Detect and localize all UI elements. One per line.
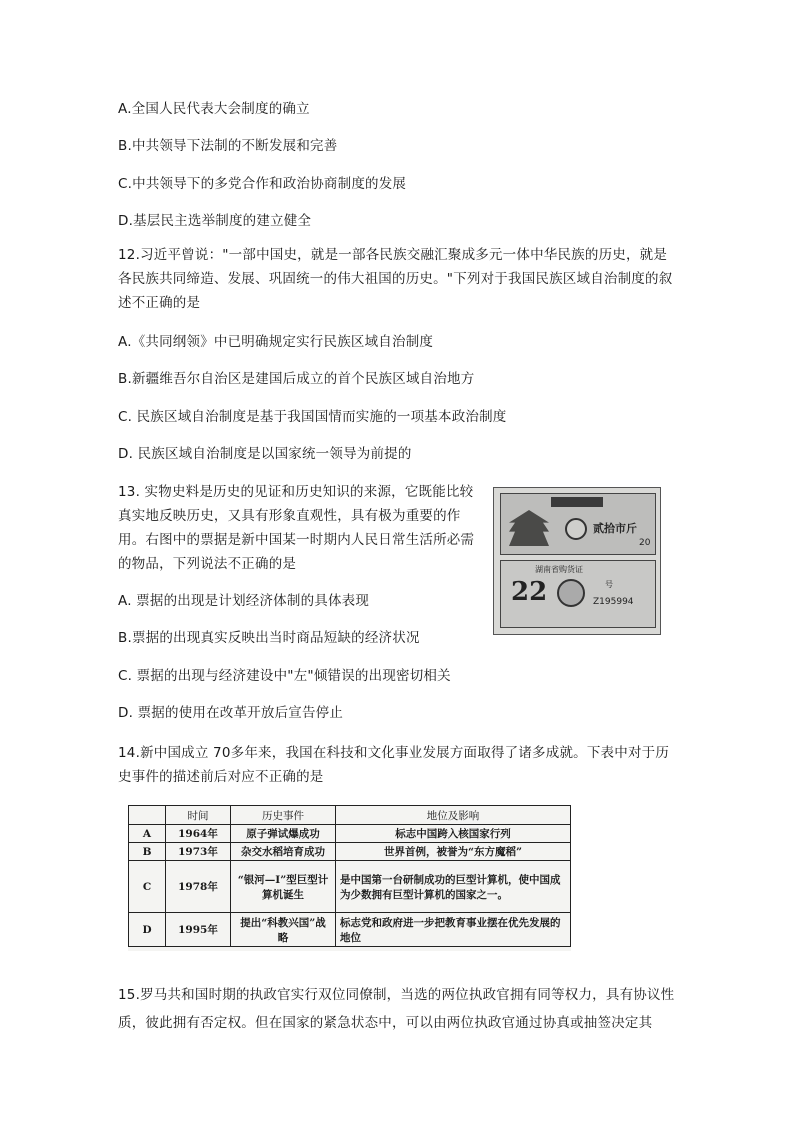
- table-row: [129, 861, 571, 913]
- row-label: D: [129, 913, 166, 947]
- history-events-table: [128, 805, 571, 951]
- q13-stem: 13. 实物史料是历史的见证和历史知识的来源，它既能比较真实地反映历史，又具有形象直观性，具有极为重要的作用。右图中的票据是新中国某一时期内人民日常生活所必需的物品，下列说法不正确的是: [118, 484, 475, 572]
- pagoda-emblem: [509, 510, 549, 546]
- q12-option-a: A.《共同纲领》中已明确规定实行民族区域自治制度: [118, 334, 434, 350]
- table-row: [129, 825, 571, 843]
- q11-option-d: D.基层民主选举制度的建立健全: [118, 213, 312, 229]
- row-impact: 标志中国跨入核国家行列: [336, 825, 571, 843]
- table-header-cell: 地位及影响: [336, 806, 571, 825]
- row-event: 杂交水稻培育成功: [231, 843, 336, 861]
- row-impact: 标志党和政府进一步把教育事业摆在优先发展的地位: [336, 913, 571, 947]
- certificate-header: 湖南省购货证: [535, 565, 583, 574]
- q13-option-c: C. 票据的出现与经济建设中"左"倾错误的出现密切相关: [118, 668, 451, 684]
- table-header-cell: 历史事件: [231, 806, 336, 825]
- ticket-amount-text: 贰拾市斤: [593, 522, 637, 535]
- ticket-seal: [565, 518, 587, 540]
- certificate-number: 22: [511, 577, 548, 607]
- q13-option-d: D. 票据的使用在改革开放后宣告停止: [118, 705, 344, 721]
- ticket-amount-number: 20: [639, 538, 651, 548]
- q13-option-b: B.票据的出现真实反映出当时商品短缺的经济状况: [118, 630, 420, 646]
- certificate-unit: 号: [605, 580, 613, 589]
- row-label: C: [129, 861, 166, 913]
- q12-stem: 12.习近平曾说："一部中国史，就是一部各民族交融汇聚成多元一体中华民族的历史，就是各民族共同缔造、发展、巩固统一的伟大祖国的历史。"下列对于我国民族区域自治制度的叙述不正确的是: [118, 247, 673, 311]
- row-year: 1964年: [166, 825, 231, 843]
- row-label: B: [129, 843, 166, 861]
- grain-ticket: [500, 493, 656, 555]
- purchase-certificate: [500, 560, 656, 628]
- q12-option-d: D. 民族区域自治制度是以国家统一领导为前提的: [118, 446, 412, 462]
- q15-stem: 15.罗马共和国时期的执政官实行双位同僚制，当选的两位执政官拥有同等权力，具有协议性质，彼此拥有否定权。但在国家的紧急状态中，可以由两位执政官通过协真或抽签决定其: [118, 987, 675, 1031]
- row-impact: 是中国第一台研制成功的巨型计算机，使中国成为少数拥有巨型计算机的国家之一。: [336, 861, 571, 913]
- row-event: 原子弹试爆成功: [231, 825, 336, 843]
- row-label: A: [129, 825, 166, 843]
- row-year: 1978年: [166, 861, 231, 913]
- row-event: “银河—Ⅰ”型巨型计算机诞生: [231, 861, 336, 913]
- q11-option-b: B.中共领导下法制的不断发展和完善: [118, 138, 338, 154]
- ration-tickets-image: [493, 487, 661, 635]
- q12-option-b: B.新疆维吾尔自治区是建国后成立的首个民族区域自治地方: [118, 371, 475, 387]
- table-row: [129, 913, 571, 947]
- ticket-header-bar: [551, 497, 603, 507]
- q13-option-a: A. 票据的出现是计划经济体制的具体表现: [118, 593, 370, 609]
- table-row: [129, 843, 571, 861]
- q14-stem: 14.新中国成立 70多年来，我国在科技和文化事业发展方面取得了诸多成就。下表中对于历史事件的描述前后对应不正确的是: [118, 745, 670, 785]
- certificate-serial: Z195994: [593, 597, 634, 607]
- q11-option-c: C.中共领导下的多党合作和政治协商制度的发展: [118, 176, 407, 192]
- table-header-cell: 时间: [166, 806, 231, 825]
- certificate-seal: [557, 579, 585, 607]
- row-year: 1995年: [166, 913, 231, 947]
- q11-option-a: A.全国人民代表大会制度的确立: [118, 101, 310, 117]
- table-header-cell: [129, 806, 166, 825]
- row-event: 提出“科教兴国”战略: [231, 913, 336, 947]
- row-year: 1973年: [166, 843, 231, 861]
- q12-option-c: C. 民族区域自治制度是基于我国国情而实施的一项基本政治制度: [118, 409, 507, 425]
- row-impact: 世界首例，被誉为“东方魔稻”: [336, 843, 571, 861]
